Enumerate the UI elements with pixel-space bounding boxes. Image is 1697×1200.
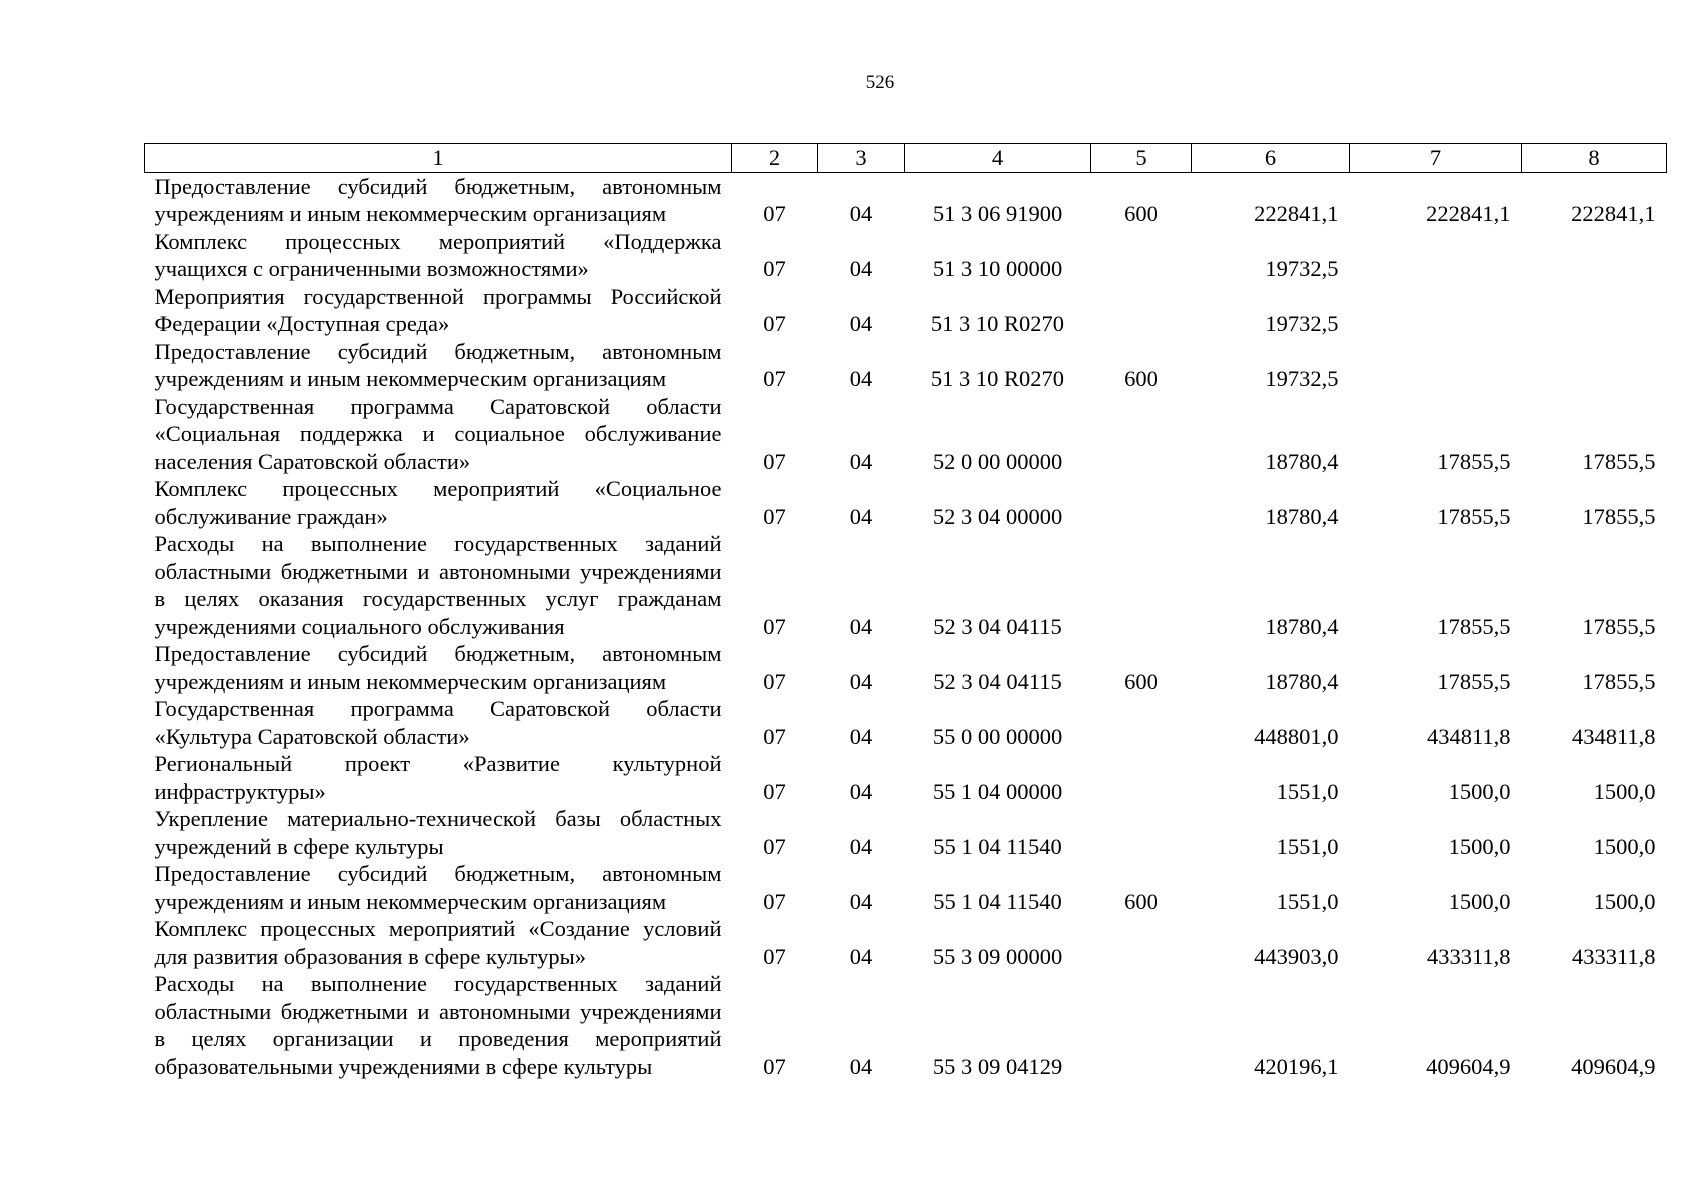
amount-year-3: 1500,0 xyxy=(1593,833,1656,859)
column-header-8: 8 xyxy=(1522,144,1667,173)
section-code: 07 xyxy=(763,366,786,391)
row-name: Укрепление материально-технической базы областных учреждений в сфере культуры xyxy=(154,806,722,859)
row-name: Комплекс процессных мероприятий «Создание условий для развития образования в сфере культуры» xyxy=(154,916,722,969)
row-name: Предоставление субсидий бюджетным, автономным учреждениям и иным некоммерческим организациям xyxy=(154,861,722,914)
column-header-2: 2 xyxy=(732,144,818,173)
amount-year-2 xyxy=(1350,338,1522,393)
section-code: 07 xyxy=(763,888,786,914)
amount-year-1: 18780,4 xyxy=(1265,668,1339,694)
amount-year-3: 1500,0 xyxy=(1593,888,1656,914)
subsection-code: 04 xyxy=(849,833,873,859)
section-code: 07 xyxy=(763,201,786,226)
target-article-code: 52 3 04 04115 xyxy=(933,613,1062,639)
expense-type-code xyxy=(1091,970,1192,1080)
subsection-code: 04 xyxy=(849,778,873,804)
amount-year-3: 17855,5 xyxy=(1582,503,1656,529)
table-row xyxy=(145,915,1667,970)
table-row xyxy=(145,860,1667,915)
amount-year-1: 1551,0 xyxy=(1276,778,1339,804)
row-name: Расходы на выполнение государственных заданий областными бюджетными и автономными учреждениями в целях организации и проведения мероприятий образовательными учреждениями в сфере культуры xyxy=(154,971,722,1079)
subsection-code: 04 xyxy=(849,613,873,639)
section-code: 07 xyxy=(763,723,786,749)
column-header-7: 7 xyxy=(1350,144,1522,173)
target-article-code: 55 1 04 00000 xyxy=(932,778,1063,804)
expense-type-code xyxy=(1091,805,1192,860)
expense-type-code xyxy=(1091,228,1192,283)
target-article-code: 51 3 10 R0270 xyxy=(930,366,1065,391)
section-code: 07 xyxy=(763,311,786,336)
amount-year-1: 1551,0 xyxy=(1276,833,1339,859)
expense-type-code: 600 xyxy=(1124,201,1158,226)
budget-table xyxy=(144,143,1667,1080)
column-header-1: 1 xyxy=(145,144,732,173)
expense-type-code: 600 xyxy=(1124,888,1158,914)
column-header-6: 6 xyxy=(1192,144,1350,173)
amount-year-3: 434811,8 xyxy=(1571,723,1656,749)
column-header-4: 4 xyxy=(905,144,1091,173)
subsection-code: 04 xyxy=(849,723,873,749)
row-name: Предоставление субсидий бюджетным, автономным учреждениям и иным некоммерческим организациям xyxy=(154,338,722,391)
target-article-code: 51 3 10 R0270 xyxy=(930,311,1065,336)
table-row xyxy=(145,338,1667,393)
amount-year-2: 17855,5 xyxy=(1437,503,1511,529)
table-row xyxy=(145,805,1667,860)
target-article-code: 52 3 04 00000 xyxy=(932,503,1063,529)
section-code: 07 xyxy=(763,943,786,969)
subsection-code: 04 xyxy=(849,943,873,969)
amount-year-2: 222841,1 xyxy=(1426,201,1511,226)
expense-type-code xyxy=(1091,475,1192,530)
column-header-5: 5 xyxy=(1091,144,1192,173)
expense-type-code xyxy=(1091,695,1192,750)
expense-type-code: 600 xyxy=(1124,366,1158,391)
target-article-code: 55 3 09 00000 xyxy=(932,943,1063,969)
row-name: Государственная программа Саратовской области «Культура Саратовской области» xyxy=(154,696,722,749)
amount-year-2: 17855,5 xyxy=(1437,613,1511,639)
amount-year-1: 1551,0 xyxy=(1276,888,1339,914)
amount-year-3 xyxy=(1522,338,1667,393)
section-code: 07 xyxy=(763,668,786,694)
amount-year-2: 17855,5 xyxy=(1437,448,1511,474)
table-row xyxy=(145,172,1667,228)
subsection-code: 04 xyxy=(849,366,873,391)
amount-year-2 xyxy=(1350,283,1522,338)
page-number: 526 xyxy=(865,72,895,93)
amount-year-3: 17855,5 xyxy=(1582,448,1656,474)
target-article-code: 51 3 06 91900 xyxy=(932,201,1063,226)
row-name: Региональный проект «Развитие культурной инфраструктуры» xyxy=(154,751,722,804)
amount-year-3: 17855,5 xyxy=(1582,613,1656,639)
expense-type-code xyxy=(1091,283,1192,338)
amount-year-1: 18780,4 xyxy=(1265,613,1339,639)
row-name: Мероприятия государственной программы Российской Федерации «Доступная среда» xyxy=(154,283,722,336)
amount-year-2: 1500,0 xyxy=(1448,888,1511,914)
target-article-code: 51 3 10 00000 xyxy=(932,256,1063,281)
target-article-code: 55 0 00 00000 xyxy=(932,723,1063,749)
column-header-3: 3 xyxy=(818,144,905,173)
amount-year-2: 17855,5 xyxy=(1437,668,1511,694)
subsection-code: 04 xyxy=(849,888,873,914)
table-row xyxy=(145,393,1667,476)
amount-year-2: 1500,0 xyxy=(1448,778,1511,804)
amount-year-2 xyxy=(1350,228,1522,283)
amount-year-3 xyxy=(1522,283,1667,338)
section-code: 07 xyxy=(763,503,786,529)
table-row xyxy=(145,228,1667,283)
amount-year-3: 1500,0 xyxy=(1593,778,1656,804)
amount-year-1: 19732,5 xyxy=(1265,256,1339,281)
amount-year-2: 434811,8 xyxy=(1426,723,1511,749)
target-article-code: 55 1 04 11540 xyxy=(933,888,1062,914)
subsection-code: 04 xyxy=(849,503,873,529)
amount-year-2: 433311,8 xyxy=(1426,943,1511,969)
subsection-code: 04 xyxy=(849,256,873,281)
table-row xyxy=(145,695,1667,750)
table-row xyxy=(145,475,1667,530)
section-code: 07 xyxy=(763,833,786,859)
table-row xyxy=(145,750,1667,805)
amount-year-3 xyxy=(1522,228,1667,283)
target-article-code: 55 1 04 11540 xyxy=(933,833,1062,859)
table-row xyxy=(145,283,1667,338)
amount-year-1: 443903,0 xyxy=(1254,943,1339,969)
expense-type-code xyxy=(1091,530,1192,640)
section-code: 07 xyxy=(763,613,786,639)
table-row xyxy=(145,640,1667,695)
subsection-code: 04 xyxy=(849,311,873,336)
amount-year-1: 19732,5 xyxy=(1265,366,1339,391)
amount-year-3: 222841,1 xyxy=(1571,201,1656,226)
row-name: Предоставление субсидий бюджетным, автономным учреждениям и иным некоммерческим организациям xyxy=(154,641,722,694)
section-code: 07 xyxy=(763,448,786,474)
row-name: Комплекс процессных мероприятий «Поддержка учащихся с ограниченными возможностями» xyxy=(154,228,722,281)
subsection-code: 04 xyxy=(849,201,873,226)
amount-year-1: 420196,1 xyxy=(1254,1053,1339,1079)
target-article-code: 52 0 00 00000 xyxy=(932,448,1063,474)
amount-year-3: 433311,8 xyxy=(1571,943,1656,969)
section-code: 07 xyxy=(763,256,786,281)
amount-year-1: 222841,1 xyxy=(1254,201,1339,226)
amount-year-1: 18780,4 xyxy=(1265,503,1339,529)
amount-year-2: 409604,9 xyxy=(1426,1053,1511,1079)
target-article-code: 52 3 04 04115 xyxy=(933,668,1062,694)
row-name: Государственная программа Саратовской области «Социальная поддержка и социальное обслуживание населения Саратовской области» xyxy=(154,393,722,474)
amount-year-1: 18780,4 xyxy=(1265,448,1339,474)
expense-type-code xyxy=(1091,393,1192,476)
table-row xyxy=(145,530,1667,640)
row-name: Предоставление субсидий бюджетным, автономным учреждениям и иным некоммерческим организациям xyxy=(154,173,722,226)
amount-year-3: 409604,9 xyxy=(1571,1053,1656,1079)
table-row xyxy=(145,970,1667,1080)
expense-type-code: 600 xyxy=(1124,668,1158,694)
target-article-code: 55 3 09 04129 xyxy=(932,1053,1063,1079)
section-code: 07 xyxy=(763,1053,786,1079)
amount-year-3: 17855,5 xyxy=(1582,668,1656,694)
subsection-code: 04 xyxy=(849,1053,873,1079)
row-name: Комплекс процессных мероприятий «Социальное обслуживание граждан» xyxy=(154,476,722,529)
row-name: Расходы на выполнение государственных заданий областными бюджетными и автономными учреждениями в целях оказания государственных услуг гражданам учреждениями социального обслуживания xyxy=(154,531,722,639)
amount-year-1: 448801,0 xyxy=(1254,723,1339,749)
section-code: 07 xyxy=(763,778,786,804)
expense-type-code xyxy=(1091,750,1192,805)
amount-year-1: 19732,5 xyxy=(1265,311,1339,336)
subsection-code: 04 xyxy=(849,668,873,694)
subsection-code: 04 xyxy=(849,448,873,474)
amount-year-2: 1500,0 xyxy=(1448,833,1511,859)
column-number-row xyxy=(145,144,1667,173)
expense-type-code xyxy=(1091,915,1192,970)
